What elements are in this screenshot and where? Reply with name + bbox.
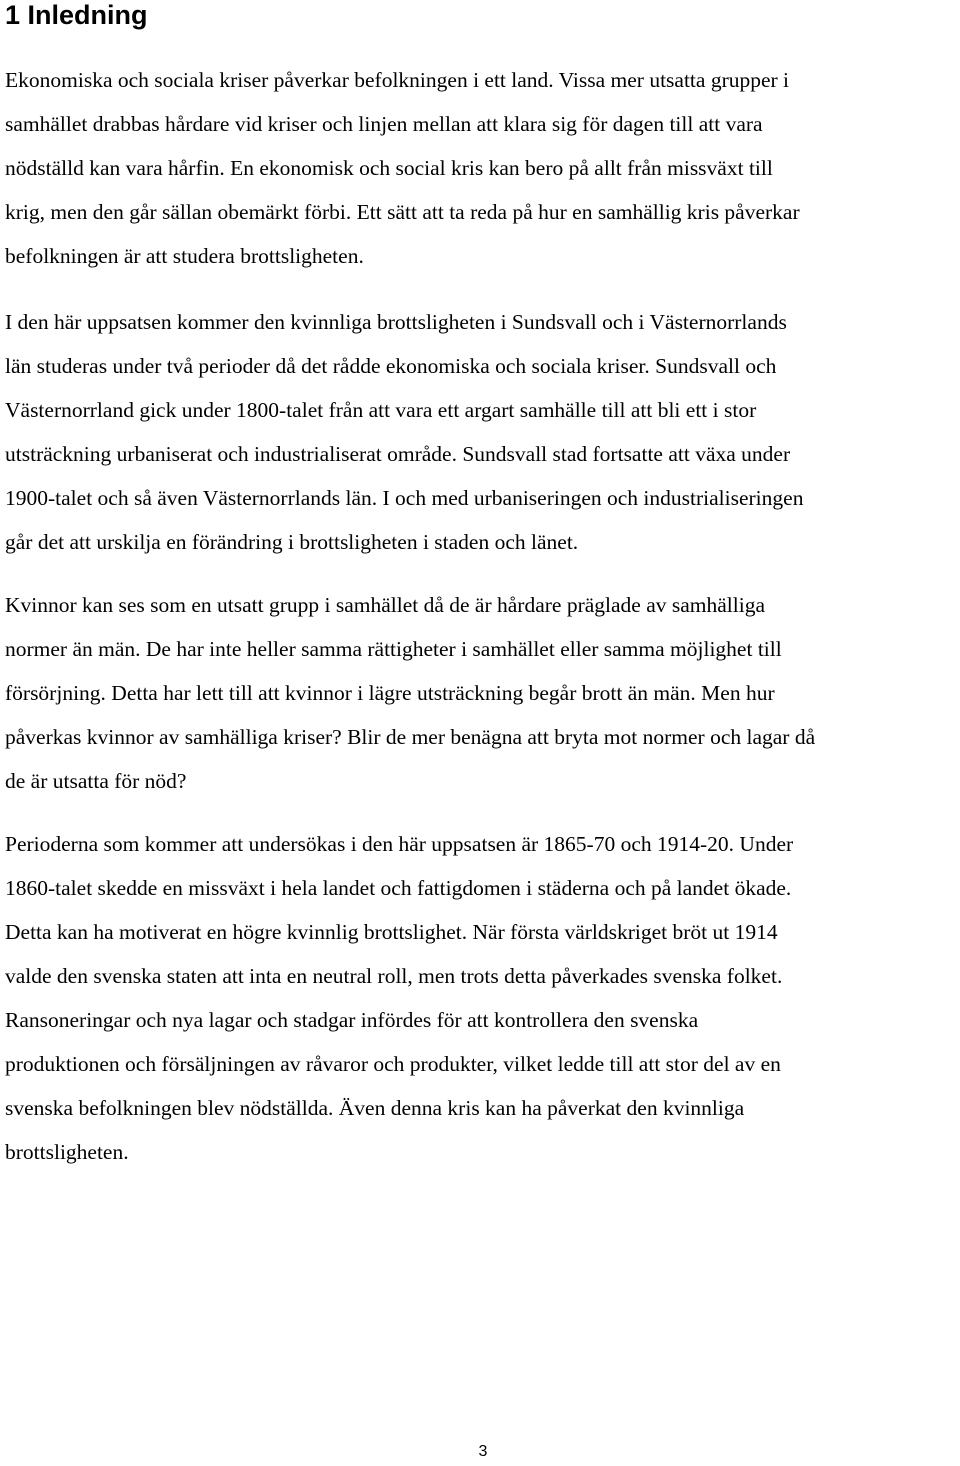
paragraph-line: utsträckning urbaniserat och industrialiserat område. Sundsvall stad fortsatte att växa under: [5, 442, 791, 466]
paragraph-line: går det att urskilja en förändring i brottsligheten i staden och länet.: [5, 530, 579, 554]
paragraph-line: försörjning. Detta har lett till att kvinnor i lägre utsträckning begår brott än män. Men hur: [5, 681, 775, 705]
paragraph-line: produktionen och försäljningen av råvaror och produkter, vilket ledde till att stor del av en: [5, 1052, 781, 1076]
paragraph-line: normer än män. De har inte heller samma rättigheter i samhället eller samma möjlighet till: [5, 637, 782, 661]
paragraph-line: de är utsatta för nöd?: [5, 769, 187, 793]
paragraph-4: [5, 822, 957, 1174]
paragraph-line: befolkningen är att studera brottsligheten.: [5, 244, 364, 268]
paragraph-line: nödställd kan vara hårfin. En ekonomisk och social kris kan bero på allt från missväxt till: [5, 156, 773, 180]
paragraph-line: län studeras under två perioder då det rådde ekonomiska och sociala kriser. Sundsvall och: [5, 354, 777, 378]
page-number: 3: [478, 1443, 488, 1460]
paragraph-line: Perioderna som kommer att undersökas i den här uppsatsen är 1865-70 och 1914-20. Under: [5, 832, 794, 856]
paragraph-line: Västernorrland gick under 1800-talet från att vara ett argart samhälle till att bli ett i stor: [5, 398, 757, 422]
paragraph-line: valde den svenska staten att inta en neutral roll, men trots detta påverkades svenska folket.: [5, 964, 783, 988]
paragraph-line: 1900-talet och så även Västernorrlands län. I och med urbaniseringen och industrialiseringen: [5, 486, 804, 510]
section-heading: 1 Inledning: [5, 0, 148, 30]
paragraph-line: 1860-talet skedde en missväxt i hela landet och fattigdomen i städerna och på landet ökade.: [5, 876, 792, 900]
paragraph-3: [5, 583, 957, 803]
paragraph-line: krig, men den går sällan obemärkt förbi. Ett sätt att ta reda på hur en samhällig kris påverkar: [5, 200, 800, 224]
paragraph-line: Ekonomiska och sociala kriser påverkar befolkningen i ett land. Vissa mer utsatta grupper i: [5, 68, 790, 92]
paragraph-2: [5, 300, 957, 564]
paragraph-line: Detta kan ha motiverat en högre kvinnlig brottslighet. När första världskriget bröt ut 1914: [5, 920, 778, 944]
paragraph-line: svenska befolkningen blev nödställda. Även denna kris kan ha påverkat den kvinnliga: [5, 1096, 745, 1120]
paragraph-line: Ransoneringar och nya lagar och stadgar infördes för att kontrollera den svenska: [5, 1008, 699, 1032]
paragraph-line: Kvinnor kan ses som en utsatt grupp i samhället då de är hårdare präglade av samhälliga: [5, 593, 766, 617]
paragraph-1: [5, 58, 957, 278]
paragraph-line: I den här uppsatsen kommer den kvinnliga brottsligheten i Sundsvall och i Västernorrlands: [5, 310, 787, 334]
paragraph-line: påverkas kvinnor av samhälliga kriser? Blir de mer benägna att bryta mot normer och lagar då: [5, 725, 816, 749]
paragraph-line: samhället drabbas hårdare vid kriser och linjen mellan att klara sig för dagen till att vara: [5, 112, 763, 136]
paragraph-line: brottsligheten.: [5, 1140, 129, 1164]
